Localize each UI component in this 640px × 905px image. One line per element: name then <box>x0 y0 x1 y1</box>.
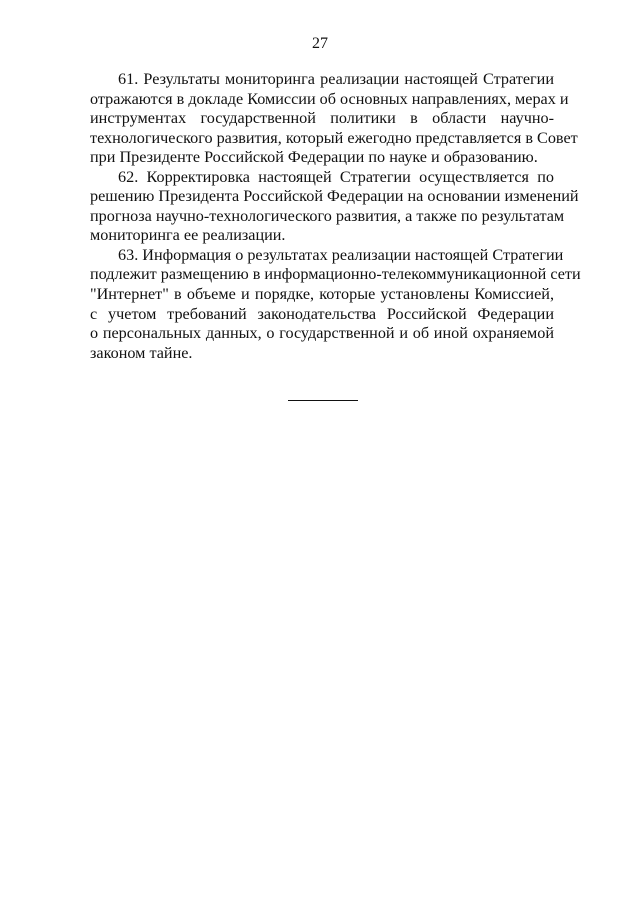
page-number: 27 <box>312 35 328 52</box>
text-line: мониторинга ее реализации. <box>90 226 286 245</box>
text-line: прогноза научно-технологического развития, а также по результатам <box>90 206 565 225</box>
text-line: инструментах государственной политики в области научно- <box>90 109 554 128</box>
text-line: 61. Результаты мониторинга реализации настоящей Стратегии <box>118 70 554 88</box>
text-line: 63. Информация о результатах реализации настоящей Стратегии <box>118 245 564 264</box>
paragraph-61 <box>90 70 578 168</box>
text-line: законом тайне. <box>90 343 193 362</box>
text-line: технологического развития, который ежегодно представляется в Совет <box>90 128 578 147</box>
paragraph-62 <box>90 167 579 246</box>
text-line: "Интернет" в объеме и порядке, которые установлены Комиссией, <box>90 285 554 304</box>
text-line: о персональных данных, о государственной и об иной охраняемой <box>90 324 554 343</box>
text-line: подлежит размещению в информационно-телекоммуникационной сети <box>90 265 581 284</box>
text-line: отражаются в докладе Комиссии об основных направлениях, мерах и <box>90 89 569 108</box>
text-line: при Президенте Российской Федерации по науке и образованию. <box>90 148 538 167</box>
end-divider <box>288 400 358 401</box>
text-line: 62. Корректировка настоящей Стратегии осуществляется по <box>118 167 554 186</box>
paragraph-63 <box>90 245 581 363</box>
text-line: решению Президента Российской Федерации на основании изменений <box>90 187 579 206</box>
text-line: с учетом требований законодательства Российской Федерации <box>90 304 554 323</box>
document-body <box>90 70 581 363</box>
